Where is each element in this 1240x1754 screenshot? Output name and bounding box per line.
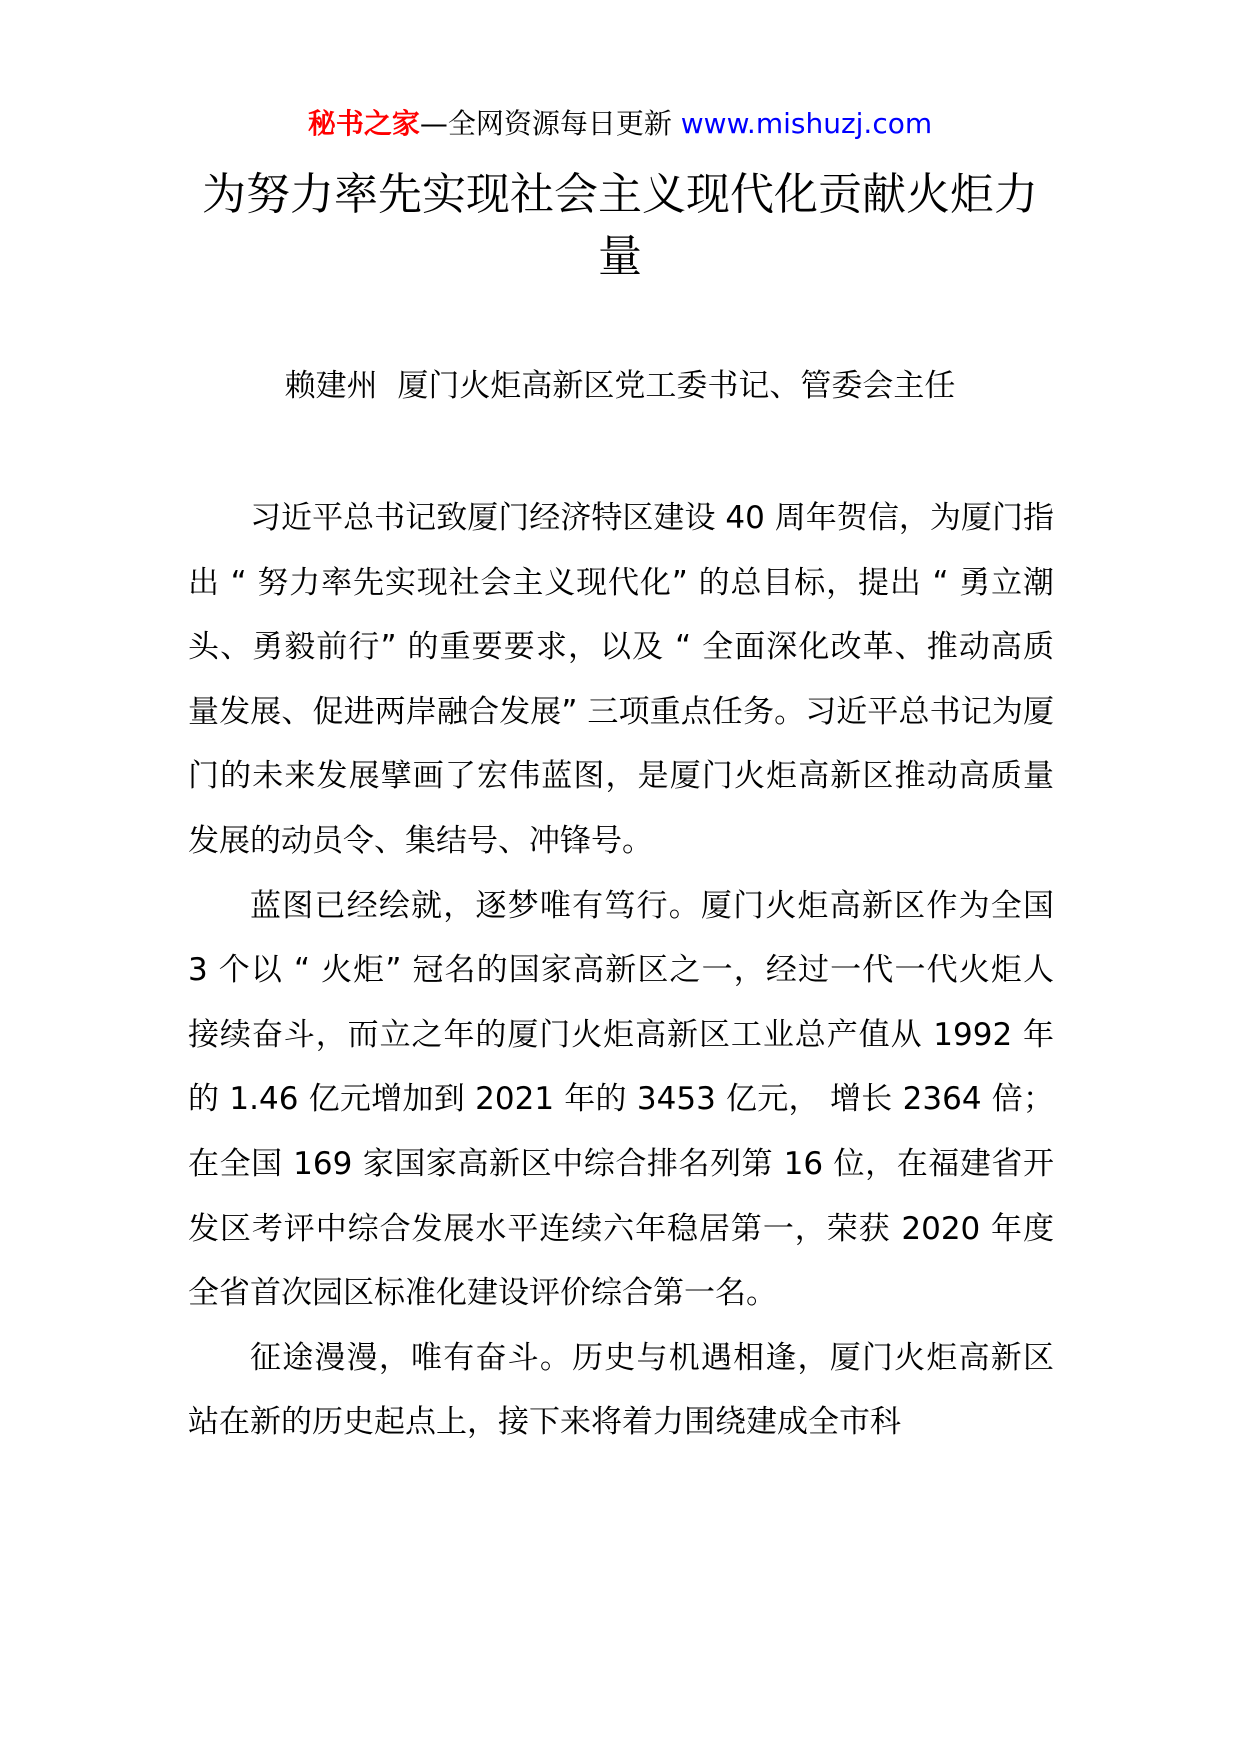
site-tagline: —全网资源每日更新 <box>419 107 681 140</box>
document-title: 为努力率先实现社会主义现代化贡献火炬力量 <box>202 169 1038 282</box>
site-brand: 秘书之家 <box>307 107 420 140</box>
site-header <box>0 104 1240 144</box>
paragraph-3: 征途漫漫，唯有奋斗。历史与机遇相逢，厦门火炬高新区站在新的历史起点上，接下来将着力围绕建成全市科 <box>188 1339 1054 1441</box>
paragraph-2: 蓝图已经绘就，逐梦唯有笃行。厦门火炬高新区作为全国 3 个以 “ 火炬” 冠名的国家高新区之一，经过一代一代火炬人接续奋斗，而立之年的厦门火炬高新区工业总产值从 1992 年的 1.46 亿元增加到 2021 年的 3453 亿元， 增长 2364 倍； 在全国 169 家国家高新区中综合排名列第 16 位，在福建省开发区考评中综合发展水平连续六年稳居第一，荣获 2020 年度全省首次园区标准化建设评价综合第一名。 <box>188 887 1054 1312</box>
site-url-link[interactable]: www.mishuzj.com <box>680 107 933 140</box>
author-line: 赖建州 厦门火炬高新区党工委书记、管委会主任 <box>284 368 956 404</box>
document-body <box>188 486 1054 1455</box>
paragraph-1: 习近平总书记致厦门经济特区建设 40 周年贺信，为厦门指出 “ 努力率先实现社会主义现代化” 的总目标，提出 “ 勇立潮头、勇毅前行” 的重要要求，以及 “ 全面深化改革、推动高质量发展、促进两岸融合发展” 三项重点任务。习近平总书记为厦门的未来发展擘画了宏伟蓝图，是厦门火炬高新区推动高质量发展的动员令、集结号、冲锋号。 <box>188 500 1054 859</box>
